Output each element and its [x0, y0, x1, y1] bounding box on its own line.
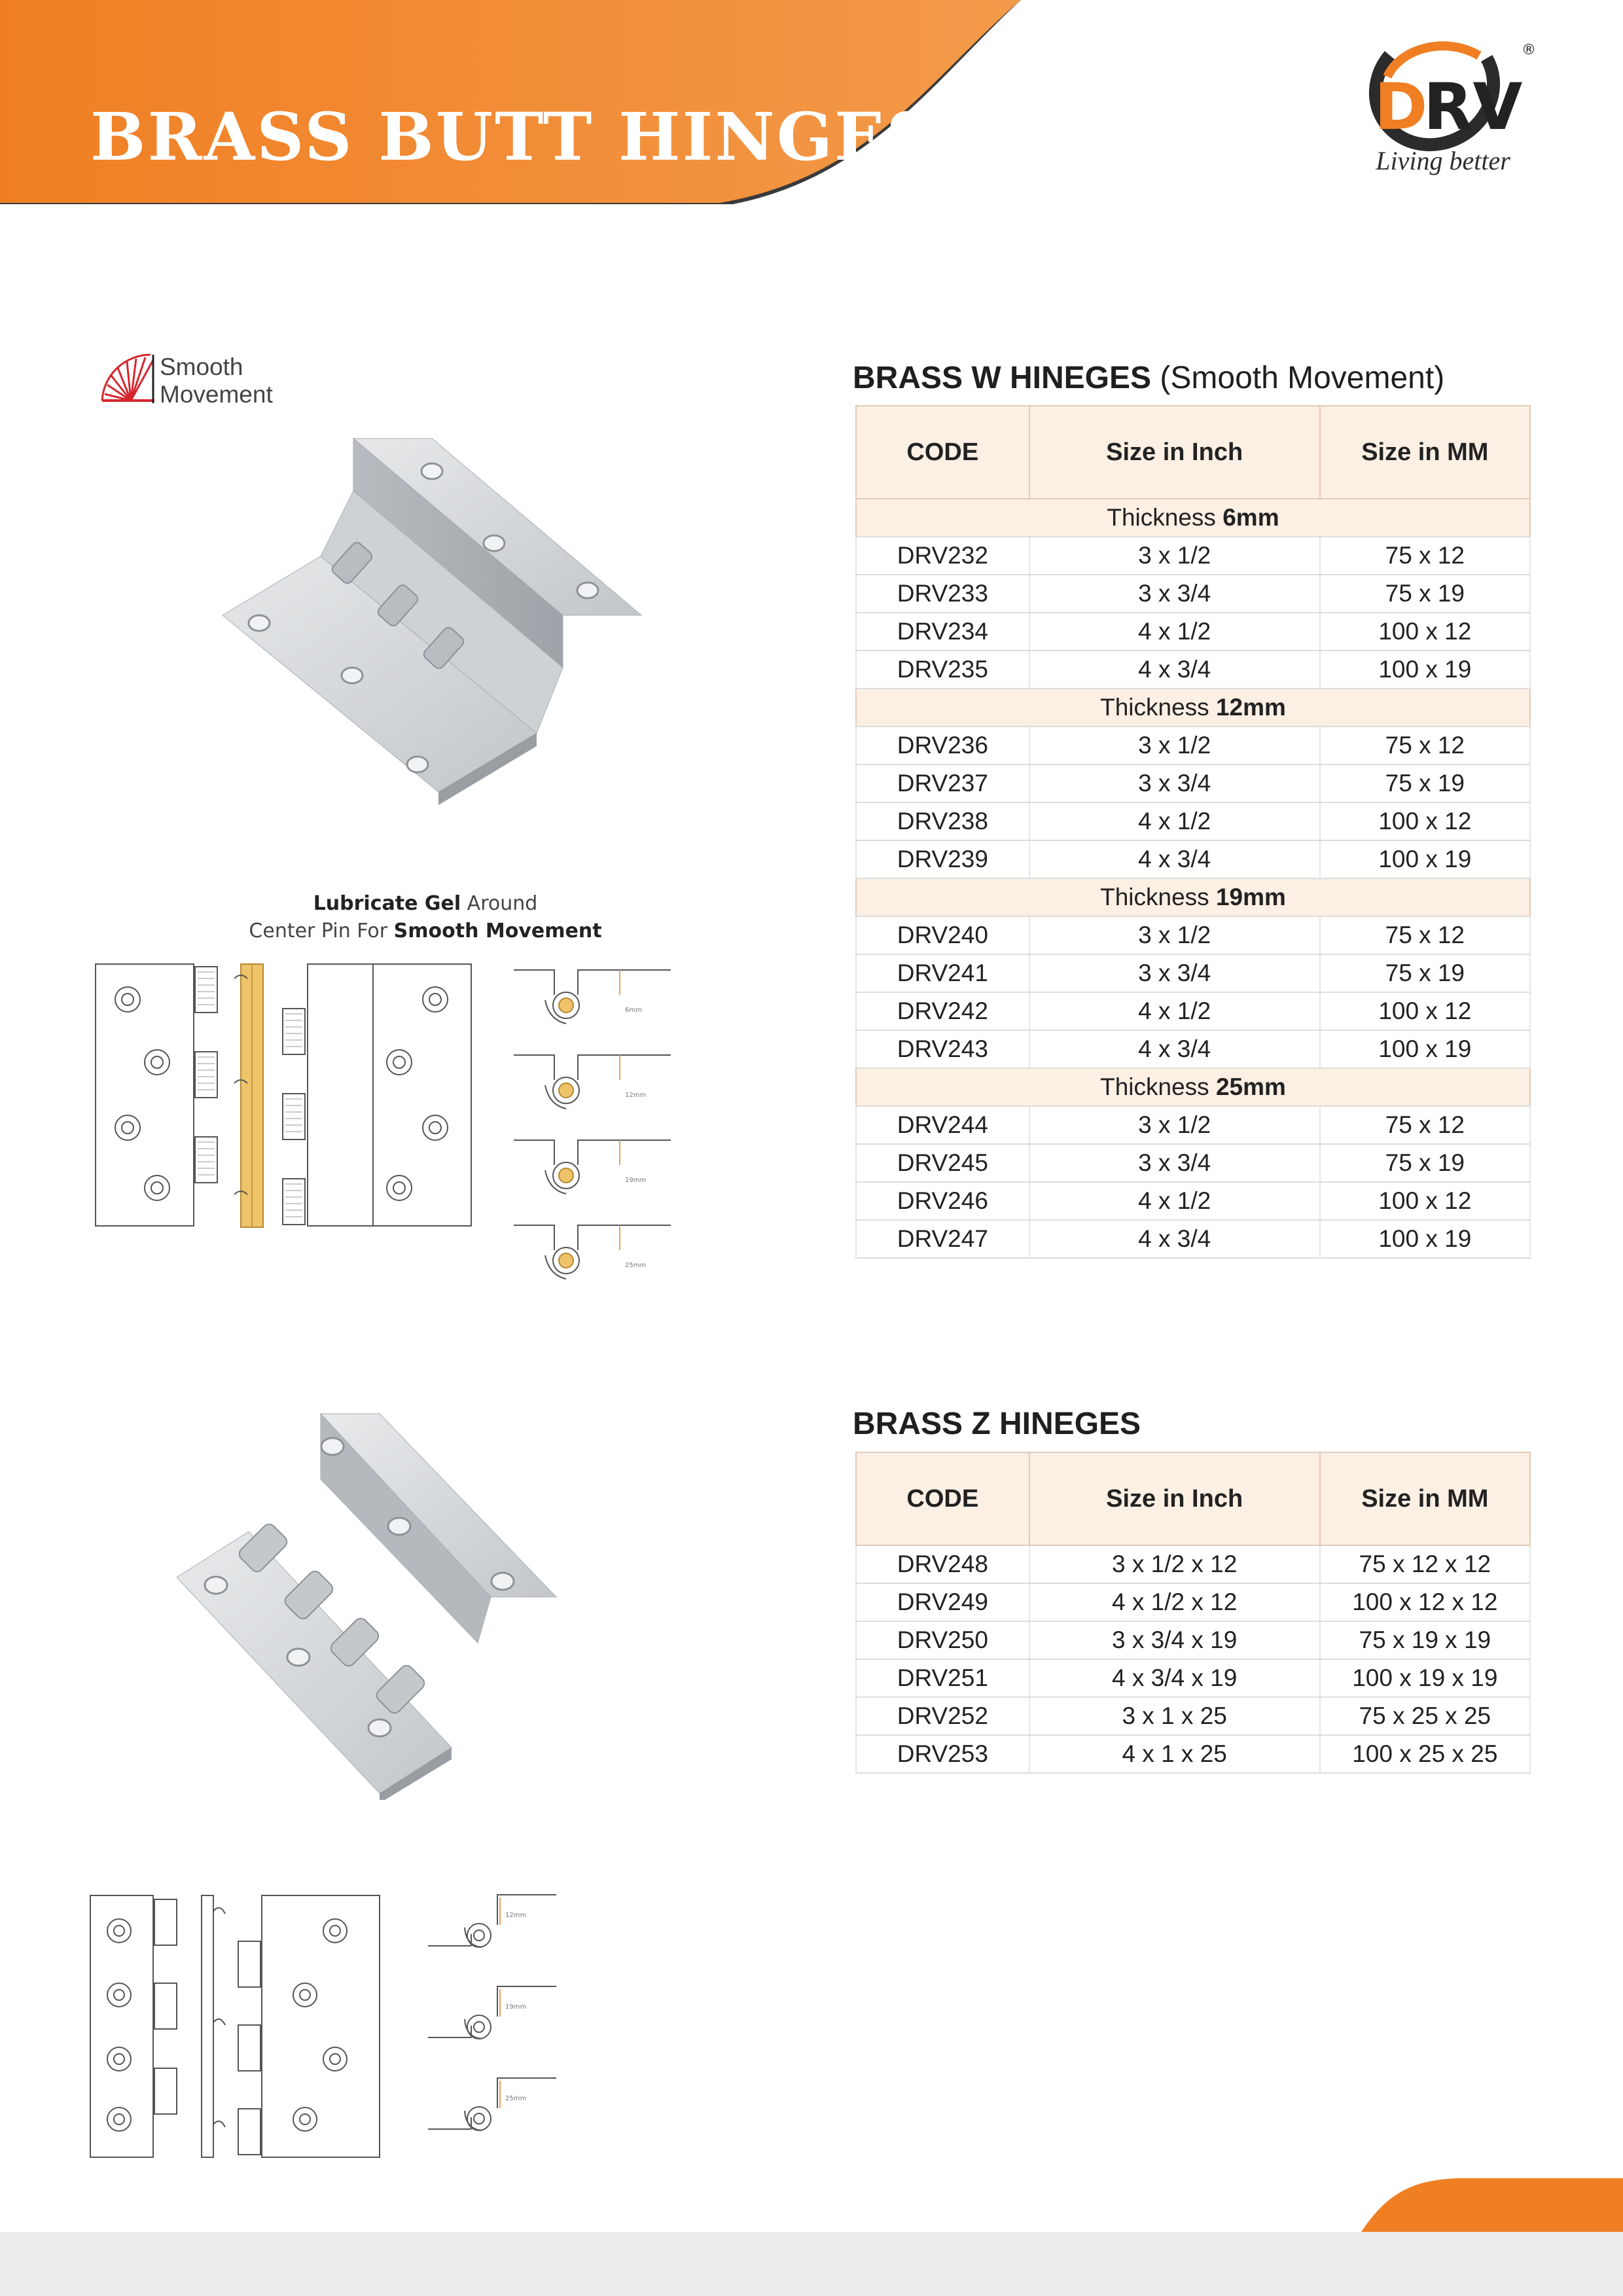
code-cell: DRV245	[856, 1144, 1029, 1182]
badge-line-1: Smooth	[160, 353, 243, 380]
code-cell: DRV237	[856, 764, 1029, 802]
thickness-group-row	[856, 499, 1530, 537]
thickness-value: 25mm	[1215, 1073, 1286, 1100]
thickness-group-row	[856, 1068, 1530, 1106]
z-hinges-table	[855, 1452, 1531, 1774]
thickness-value: 12mm	[1215, 694, 1286, 721]
thickness-label	[856, 689, 1530, 726]
code-cell: DRV246	[856, 1182, 1029, 1220]
w-profile-label: 25mm	[625, 1262, 647, 1269]
thickness-prefix: Thickness	[1100, 694, 1216, 721]
size-inch-cell: 4 x 1/2	[1029, 992, 1320, 1030]
fan-gauge-icon	[98, 353, 156, 406]
thickness-label	[856, 499, 1530, 537]
size-inch-cell: 3 x 1/2	[1029, 916, 1320, 954]
size-mm-cell: 100 x 12	[1320, 802, 1530, 840]
size-mm-cell: 75 x 25 x 25	[1320, 1697, 1530, 1735]
table-row	[856, 1182, 1530, 1220]
note-bold-1: Lubricate Gel	[313, 892, 461, 915]
logo-letters: RV	[1423, 70, 1523, 145]
size-mm-cell: 100 x 12	[1320, 1182, 1530, 1220]
code-cell: DRV247	[856, 1220, 1029, 1258]
table-row	[856, 802, 1530, 840]
size-inch-cell: 4 x 3/4	[1029, 840, 1320, 878]
table-row	[856, 575, 1530, 613]
column-header: Size in MM	[1320, 406, 1530, 499]
size-inch-cell: 4 x 1 x 25	[1029, 1735, 1320, 1773]
size-inch-cell: 3 x 1/2	[1029, 1106, 1320, 1144]
size-mm-cell: 75 x 19	[1320, 1144, 1530, 1182]
column-header: Size in MM	[1320, 1452, 1530, 1545]
size-inch-cell: 4 x 1/2 x 12	[1029, 1583, 1320, 1621]
table-row	[856, 764, 1530, 802]
z-profile-label: 25mm	[505, 2095, 527, 2102]
size-mm-cell: 100 x 19	[1320, 840, 1530, 878]
table-row	[856, 726, 1530, 764]
code-cell: DRV242	[856, 992, 1029, 1030]
w-profile-label: 19mm	[625, 1177, 647, 1184]
badge-text	[160, 353, 273, 408]
code-cell: DRV250	[856, 1621, 1029, 1659]
size-inch-cell: 3 x 3/4	[1029, 954, 1320, 992]
w-hinge-profiles	[507, 962, 677, 1302]
table-row	[856, 916, 1530, 954]
table-row	[856, 537, 1530, 575]
code-cell: DRV243	[856, 1030, 1029, 1068]
size-mm-cell: 100 x 19	[1320, 1220, 1530, 1258]
code-cell: DRV240	[856, 916, 1029, 954]
code-cell: DRV253	[856, 1735, 1029, 1773]
size-inch-cell: 3 x 3/4	[1029, 575, 1320, 613]
thickness-label	[856, 878, 1530, 916]
size-inch-cell: 3 x 1 x 25	[1029, 1697, 1320, 1735]
table-row	[856, 992, 1530, 1030]
code-cell: DRV241	[856, 954, 1029, 992]
z-hinge-profiles	[425, 1888, 563, 2163]
code-cell: DRV233	[856, 575, 1029, 613]
table-row	[856, 651, 1530, 689]
table-row	[856, 1545, 1530, 1583]
code-cell: DRV248	[856, 1545, 1029, 1583]
size-mm-cell: 75 x 12	[1320, 916, 1530, 954]
registered-mark: ®	[1522, 42, 1536, 58]
size-inch-cell: 3 x 3/4	[1029, 1144, 1320, 1182]
table-row	[856, 1659, 1530, 1697]
size-mm-cell: 100 x 19	[1320, 651, 1530, 689]
z-hinges-table-body	[856, 1545, 1530, 1773]
code-cell: DRV238	[856, 802, 1029, 840]
badge-line-2: Movement	[160, 381, 273, 408]
code-cell: DRV249	[856, 1583, 1029, 1621]
size-inch-cell: 3 x 3/4 x 19	[1029, 1621, 1320, 1659]
table-header-row	[856, 1452, 1530, 1545]
thickness-label	[856, 1068, 1530, 1106]
note-text-1: Around	[461, 892, 538, 915]
thickness-value: 19mm	[1215, 884, 1286, 910]
size-inch-cell: 3 x 1/2	[1029, 726, 1320, 764]
corner-accent	[1361, 2173, 1623, 2232]
footer-band	[0, 2232, 1623, 2296]
table-row	[856, 1030, 1530, 1068]
page-title: BRASS BUTT HINGES	[90, 98, 936, 175]
thickness-prefix: Thickness	[1100, 884, 1216, 910]
code-cell: DRV236	[856, 726, 1029, 764]
column-header: Size in Inch	[1029, 1452, 1320, 1545]
column-header: CODE	[856, 406, 1029, 499]
z-profile-label: 19mm	[505, 2003, 527, 2011]
code-cell: DRV235	[856, 651, 1029, 689]
size-mm-cell: 75 x 12	[1320, 1106, 1530, 1144]
logo-letter-d: D	[1374, 70, 1428, 145]
size-inch-cell: 4 x 1/2	[1029, 1182, 1320, 1220]
size-mm-cell: 75 x 19 x 19	[1320, 1621, 1530, 1659]
thickness-value: 6mm	[1222, 504, 1279, 531]
size-mm-cell: 100 x 19 x 19	[1320, 1659, 1530, 1697]
w-title-bold: BRASS W HINEGES	[853, 361, 1152, 395]
table-header-row	[856, 406, 1530, 499]
w-profile-label: 6mm	[625, 1007, 642, 1014]
table-row	[856, 840, 1530, 878]
code-cell: DRV232	[856, 537, 1029, 575]
z-hinge-technical-drawing	[85, 1892, 393, 2166]
table-row	[856, 1583, 1530, 1621]
table-row	[856, 1621, 1530, 1659]
table-row	[856, 1144, 1530, 1182]
size-mm-cell: 75 x 12	[1320, 537, 1530, 575]
thickness-prefix: Thickness	[1100, 1073, 1216, 1100]
logo-tagline: Living better	[1376, 146, 1510, 175]
size-mm-cell: 100 x 12	[1320, 992, 1530, 1030]
w-hinge-photo	[196, 419, 668, 825]
w-profile-label: 12mm	[625, 1092, 647, 1099]
note-bold-2: Smooth Movement	[393, 920, 602, 942]
size-inch-cell: 3 x 3/4	[1029, 764, 1320, 802]
thickness-group-row	[856, 878, 1530, 916]
size-inch-cell: 4 x 3/4	[1029, 651, 1320, 689]
w-title-rest: (Smooth Movement)	[1151, 361, 1445, 395]
table-row	[856, 1697, 1530, 1735]
z-hinge-photo	[164, 1381, 582, 1800]
w-hinges-table	[855, 405, 1531, 1259]
code-cell: DRV234	[856, 613, 1029, 651]
size-mm-cell: 75 x 19	[1320, 954, 1530, 992]
thickness-prefix: Thickness	[1107, 504, 1223, 531]
w-hinge-technical-drawing	[92, 959, 484, 1234]
code-cell: DRV244	[856, 1106, 1029, 1144]
table-row	[856, 1735, 1530, 1773]
size-inch-cell: 3 x 1/2 x 12	[1029, 1545, 1320, 1583]
lubricate-note	[196, 890, 654, 945]
size-inch-cell: 4 x 3/4 x 19	[1029, 1659, 1320, 1697]
size-inch-cell: 4 x 1/2	[1029, 802, 1320, 840]
size-mm-cell: 75 x 19	[1320, 575, 1530, 613]
note-text-2: Center Pin For	[249, 920, 394, 942]
size-mm-cell: 75 x 12	[1320, 726, 1530, 764]
size-inch-cell: 4 x 3/4	[1029, 1220, 1320, 1258]
size-mm-cell: 100 x 12	[1320, 613, 1530, 651]
z-hinges-title	[853, 1406, 1141, 1442]
column-header: Size in Inch	[1029, 406, 1320, 499]
column-header: CODE	[856, 1452, 1029, 1545]
thickness-group-row	[856, 689, 1530, 726]
z-profile-label: 12mm	[505, 1912, 527, 1919]
table-row	[856, 954, 1530, 992]
code-cell: DRV239	[856, 840, 1029, 878]
z-title-bold: BRASS Z HINEGES	[853, 1407, 1141, 1441]
size-inch-cell: 4 x 1/2	[1029, 613, 1320, 651]
size-mm-cell: 75 x 19	[1320, 764, 1530, 802]
table-row	[856, 1106, 1530, 1144]
size-mm-cell: 100 x 19	[1320, 1030, 1530, 1068]
code-cell: DRV251	[856, 1659, 1029, 1697]
size-mm-cell: 100 x 12 x 12	[1320, 1583, 1530, 1621]
size-mm-cell: 100 x 25 x 25	[1320, 1735, 1530, 1773]
table-row	[856, 1220, 1530, 1258]
w-hinges-title	[853, 360, 1444, 396]
code-cell: DRV252	[856, 1697, 1029, 1735]
w-hinges-table-body	[856, 499, 1530, 1258]
size-mm-cell: 75 x 12 x 12	[1320, 1545, 1530, 1583]
size-inch-cell: 4 x 3/4	[1029, 1030, 1320, 1068]
size-inch-cell: 3 x 1/2	[1029, 537, 1320, 575]
table-row	[856, 613, 1530, 651]
